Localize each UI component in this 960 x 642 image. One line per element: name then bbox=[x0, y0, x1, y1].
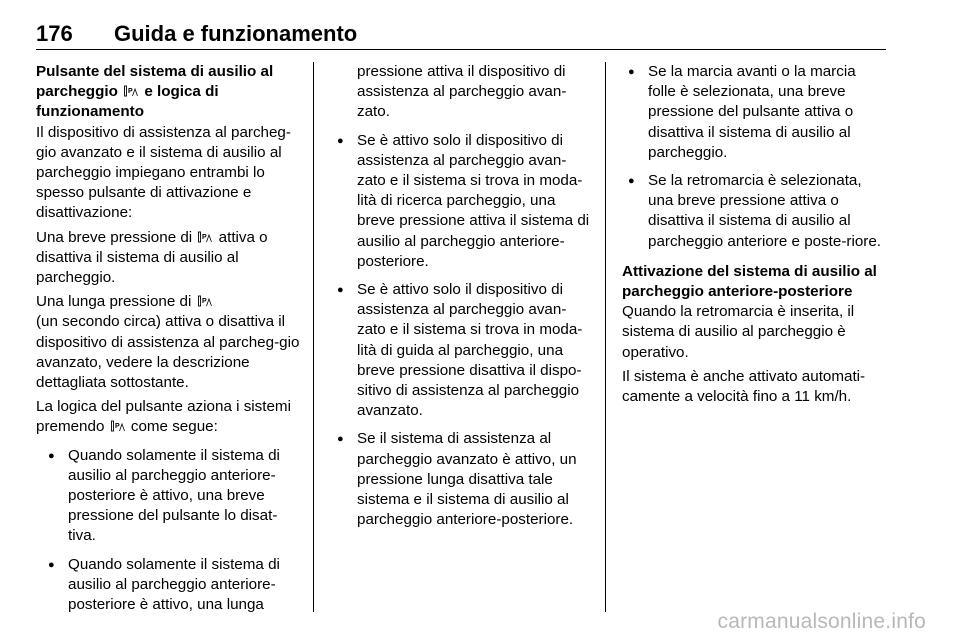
list-item: ● Se la retromarcia è selezionata, una breve pressione attiva o disattiva il sistema di ausilio al parcheggio anteriore e poste-riore. bbox=[622, 171, 887, 252]
column-3 bbox=[622, 62, 887, 411]
list-item: ● Quando solamente il sistema di ausilio al parcheggio anteriore-posteriore è attivo, una lunga bbox=[42, 555, 304, 616]
list-item-continuation: pressione attiva il dispositivo di assistenza al parcheggio avan-zato. bbox=[357, 63, 567, 121]
paragraph: Il sistema è anche attivato automati-camente a velocità fino a 11 km/h. bbox=[622, 367, 866, 406]
parking-assist-icon bbox=[198, 231, 212, 243]
parking-assist-icon bbox=[198, 295, 212, 307]
paragraph: Quando la retromarcia è inserita, il sistema di ausilio al parcheggio è operativo. bbox=[622, 303, 855, 361]
list-item: ● Se è attivo solo il dispositivo di assistenza al parcheggio avan-zato e il sistema si trova in moda-lità di guida al parcheggio, una breve pressione disattiva il dispo-sitivo di assistenza al parcheggio avanzato. bbox=[331, 280, 593, 421]
list-item: ● Se la marcia avanti o la marcia folle è selezionata, una breve pressione del pulsante attiva o disattiva il sistema di ausilio al parcheggio. bbox=[622, 62, 887, 163]
watermark: carmanualsonline.info bbox=[717, 610, 926, 633]
column-divider bbox=[605, 62, 606, 612]
list-item: ● Se il sistema di assistenza al parcheggio avanzato è attivo, un pressione lunga disattiva tale sistema e il sistema di ausilio al parcheggio anteriore-posteriore. bbox=[331, 429, 593, 530]
svg-text:P: P bbox=[114, 423, 120, 431]
paragraph: Una lunga pressione di P (un secondo circa) attiva o disattiva il dispositivo di assistenza al parcheg-gio avanzato, vedere la descrizione dettagliata sottostante. bbox=[36, 293, 300, 392]
svg-text:P: P bbox=[128, 88, 133, 96]
svg-text:P: P bbox=[201, 298, 207, 306]
column-1 bbox=[36, 62, 304, 623]
column-2 bbox=[331, 62, 593, 538]
paragraph: Il dispositivo di assistenza al parcheg-gio avanzato e il sistema di ausilio al parcheggio impiegano entrambi lo spesso pulsante di attivazione e disattivazione: bbox=[36, 123, 291, 222]
page-title: Guida e funzionamento bbox=[114, 21, 358, 46]
svg-text:P: P bbox=[202, 233, 208, 241]
parking-assist-icon bbox=[124, 85, 138, 97]
paragraph: Una breve pressione di P attiva o disattiva il sistema di ausilio al parcheggio. bbox=[36, 228, 268, 287]
column-divider bbox=[313, 62, 314, 612]
page-number: 176 bbox=[36, 21, 73, 46]
parking-assist-icon bbox=[111, 420, 125, 432]
list-item: ● Quando solamente il sistema di ausilio al parcheggio anteriore-posteriore è attivo, una breve pressione del pulsante lo disat-tiva. bbox=[42, 446, 304, 547]
page-header bbox=[36, 22, 886, 50]
section-heading: Pulsante del sistema di ausilio al parcheggio P e logica di funzionamento bbox=[36, 63, 274, 121]
list-item: ● Se è attivo solo il dispositivo di assistenza al parcheggio avan-zato e il sistema si trova in moda-lità di ricerca parcheggio, una breve pressione attiva il sistema di ausilio al parcheggio anteriore-posteriore. bbox=[331, 131, 593, 272]
paragraph: La logica del pulsante aziona i sistemi premendo P come segue: bbox=[36, 398, 291, 436]
section-heading: Attivazione del sistema di ausilio al parcheggio anteriore-posteriore bbox=[622, 262, 877, 301]
